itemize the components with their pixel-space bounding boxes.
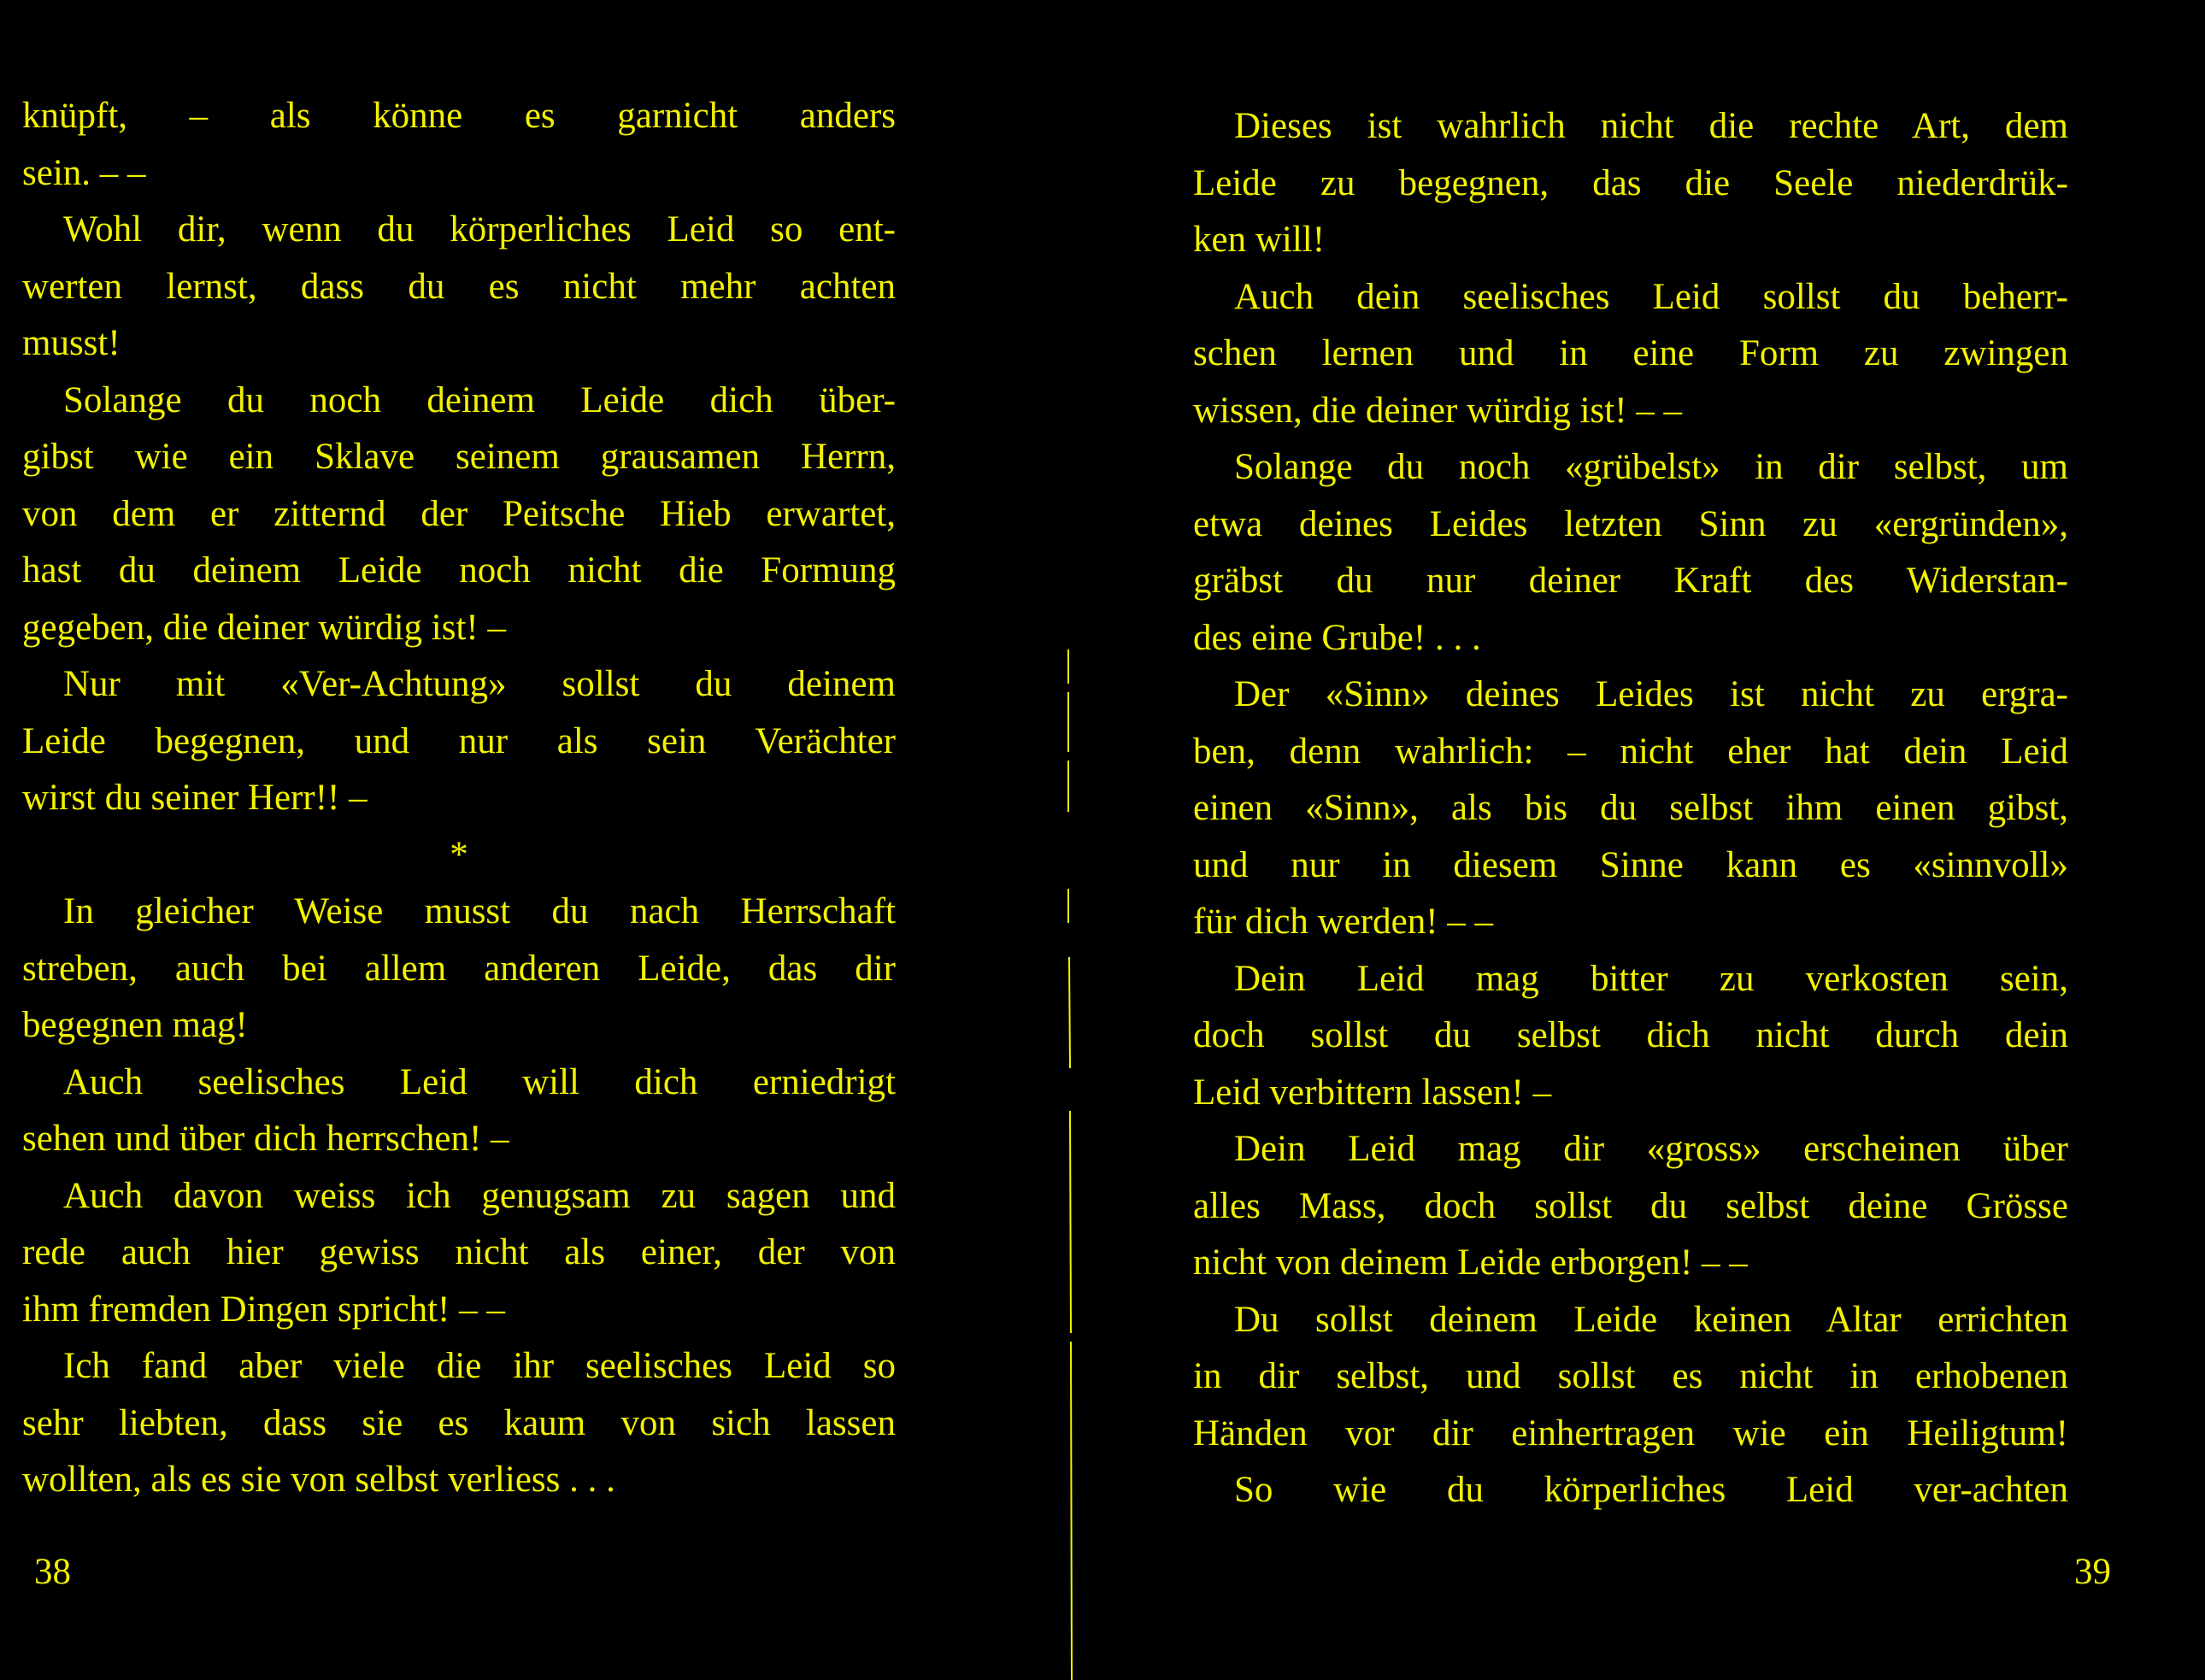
text-line: nicht von deinem Leide erborgen! – – bbox=[1193, 1242, 1748, 1283]
text-line: knüpft, – als könne es garnicht anders bbox=[22, 96, 896, 136]
text-line: hast du deinem Leide noch nicht die Formung bbox=[22, 550, 896, 590]
text-line: wirst du seiner Herr!! – bbox=[22, 778, 368, 818]
text-line: ben, denn wahrlich: – nicht eher hat dein Leid bbox=[1193, 731, 2068, 772]
text-line: des eine Grube! . . . bbox=[1193, 617, 1481, 658]
right-page-text bbox=[1193, 98, 2068, 1519]
text-line: Auch dein seelisches Leid sollst du beherr- bbox=[1234, 276, 2068, 317]
text-line: begegnen mag! bbox=[22, 1005, 248, 1045]
text-line: ihm fremden Dingen spricht! – – bbox=[22, 1289, 505, 1330]
left-page-text bbox=[22, 88, 896, 1509]
text-line: Ich fand aber viele die ihr seelisches Leid so bbox=[63, 1346, 896, 1386]
text-line: Leide zu begegnen, das die Seele niederdrük- bbox=[1193, 162, 2068, 203]
text-line: Dein Leid mag bitter zu verkosten sein, bbox=[1234, 958, 2068, 999]
text-line: werten lernst, dass du es nicht mehr achten bbox=[22, 266, 896, 307]
text-line: Dieses ist wahrlich nicht die rechte Art, dem bbox=[1234, 106, 2068, 146]
text-line: in dir selbst, und sollst es nicht in erhobenen bbox=[1193, 1356, 2068, 1396]
text-line: gräbst du nur deiner Kraft des Widerstan- bbox=[1193, 561, 2068, 601]
text-line: einen «Sinn», als bis du selbst ihm einen gibst, bbox=[1193, 788, 2068, 828]
text-line: Du sollst deinem Leide keinen Altar errichten bbox=[1234, 1299, 2068, 1340]
text-line: und nur in diesem Sinne kann es «sinnvoll» bbox=[1193, 844, 2068, 885]
text-line: musst! bbox=[22, 323, 121, 363]
text-line: wissen, die deiner würdig ist! – – bbox=[1193, 390, 1683, 431]
right-page bbox=[1145, 0, 2205, 1680]
text-line: Nur mit «Ver-Achtung» sollst du deinem bbox=[63, 664, 896, 704]
text-line: In gleicher Weise musst du nach Herrschaft bbox=[63, 891, 896, 931]
text-line: ken will! bbox=[1193, 220, 1326, 260]
text-line: Wohl dir, wenn du körperliches Leid so ent- bbox=[63, 209, 896, 250]
text-line: sehr liebten, dass sie es kaum von sich lassen bbox=[22, 1402, 896, 1443]
text-line: Händen vor dir einhertragen wie ein Heiligtum! bbox=[1193, 1413, 2068, 1454]
text-line: Leide begegnen, und nur als sein Verächter bbox=[22, 720, 896, 761]
text-line: Auch seelisches Leid will dich erniedrigt bbox=[63, 1061, 896, 1102]
text-line: Auch davon weiss ich genugsam zu sagen und bbox=[63, 1175, 896, 1216]
page-number-right: 39 bbox=[2074, 1552, 2111, 1592]
left-page bbox=[0, 0, 1060, 1680]
text-line: Der «Sinn» deines Leides ist nicht zu ergra- bbox=[1234, 674, 2068, 714]
text-line: So wie du körperliches Leid ver-achten bbox=[1234, 1470, 2068, 1510]
text-line: für dich werden! – – bbox=[1193, 902, 1494, 942]
text-line: Dein Leid mag dir «gross» erscheinen über bbox=[1234, 1129, 2068, 1169]
text-line: Leid verbittern lassen! – bbox=[1193, 1072, 1552, 1113]
text-line: Solange du noch «grübelst» in dir selbst, um bbox=[1234, 447, 2068, 487]
text-line: doch sollst du selbst dich nicht durch dein bbox=[1193, 1015, 2068, 1055]
text-line: sein. – – bbox=[22, 152, 146, 193]
text-line: schen lernen und in eine Form zu zwingen bbox=[1193, 333, 2068, 373]
text-line: gibst wie ein Sklave seinem grausamen Herrn, bbox=[22, 437, 896, 477]
section-separator: * bbox=[450, 834, 468, 875]
text-line: wollten, als es sie von selbst verliess . . . bbox=[22, 1460, 615, 1500]
book-gutter bbox=[1050, 0, 1101, 1680]
text-line: gegeben, die deiner würdig ist! – bbox=[22, 607, 506, 648]
text-line: rede auch hier gewiss nicht als einer, der von bbox=[22, 1232, 896, 1272]
text-line: streben, auch bei allem anderen Leide, das dir bbox=[22, 948, 896, 989]
text-line: alles Mass, doch sollst du selbst deine Grösse bbox=[1193, 1185, 2068, 1226]
text-line: sehen und über dich herrschen! – bbox=[22, 1119, 509, 1159]
text-line: etwa deines Leides letzten Sinn zu «ergründen», bbox=[1193, 503, 2068, 544]
text-line: Solange du noch deinem Leide dich über- bbox=[63, 379, 896, 420]
text-line: von dem er zitternd der Peitsche Hieb erwartet, bbox=[22, 493, 896, 534]
page-number-left: 38 bbox=[34, 1552, 71, 1592]
